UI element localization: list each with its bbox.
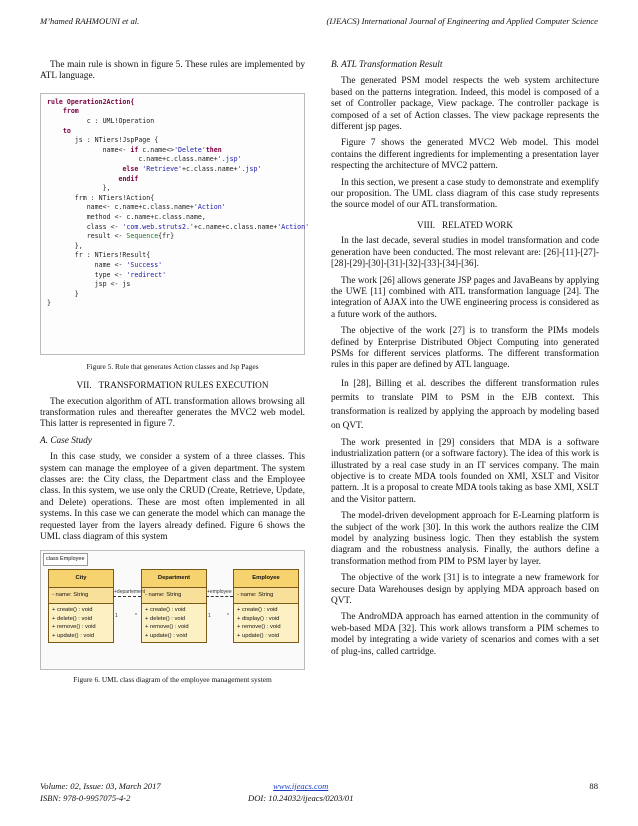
paragraph: The work presented in [29] considers that MDA is a software industrialization pattern (or a software factory). The idea of this work is illustrated by a real case study in an IT services company. The main objective is to create MDA tools founded on XMI, XSLT and Visitor pattern. .It is a proposal to create MDA tools taking as base XMI, XSLT and the Visitor pattern.	[331, 437, 599, 505]
code-line: else 'Retrieve'+c.class.name+'.jsp'	[122, 164, 262, 173]
class-operation: + create() : void	[237, 607, 278, 614]
association-role-departement: +departement	[114, 588, 145, 595]
code-line: name <- 'Success'	[94, 260, 163, 269]
class-operation: + create() : void	[52, 607, 93, 614]
code-line: fr : NTiers!Result{	[74, 251, 151, 260]
class-operations	[49, 604, 113, 642]
uml-class-city	[48, 569, 114, 643]
paragraph: The objective of the work [27] is to transform the PIMs models defined by Enterprise Distributed Object Computing into generated PSMs for different services platforms. The different transformation rules in this paper are defined by ATL language.	[331, 326, 599, 371]
journal-url-link[interactable]: www.ijeacs.com	[273, 781, 329, 791]
class-operations	[234, 604, 298, 642]
section8-heading: VIII. RELATED WORK	[416, 219, 514, 230]
subsection-b-heading: B. ATL Transformation Result	[331, 60, 443, 70]
subsection-a-heading: A. Case Study	[40, 435, 92, 446]
code-line: jsp <- js	[94, 280, 131, 289]
code-line: class <- 'com.web.struts2.'+c.name+c.class.name+'Action'	[86, 222, 310, 231]
uml-class-department	[141, 569, 207, 643]
code-line: c.name+c.class.name+'.jsp'	[138, 155, 242, 164]
code-line: },	[74, 241, 83, 250]
class-operations	[142, 604, 206, 642]
class-operation: + create() : void	[145, 607, 186, 614]
uml-package-tag: class Employee	[43, 553, 88, 566]
code-line: }	[47, 299, 51, 308]
class-attribute: - name: String	[234, 588, 298, 604]
code-line: c : UML!Operation	[86, 117, 155, 125]
paragraph: The AndroMDA approach has earned attention in the community of web-based MDA [32]. This work allows transform a PIM schemes to model by integrating a wide variety of scenarios and comes with a set of plug-ins, called cartridge.	[331, 612, 599, 657]
class-attribute: - name: String	[49, 588, 113, 604]
class-operation: + delete() : void	[145, 615, 186, 622]
case-study-paragraph: In this case study, we consider a system of a three classes. This system can manage the employee of a given department. The system classes are: the City class, the Department class and the Employee class. In this system, we use only the CRUD (Create, Retrieve, Update, and Delete) operations. These are most often implemented in all systems. In this case we can generate the model which can manage the requested layer from the layers already defined. Figure 6 shows the UML class diagram of this system	[40, 452, 305, 543]
class-name: Department	[142, 570, 206, 588]
section7-paragraph: The execution algorithm of ATL transformation allows browsing all transformation rules and thereafter generates the MVC2 web model. This latter is represented in figure 7.	[40, 396, 305, 430]
footer-doi: DOI: 10.24032/ijeacs/0203/01	[248, 793, 354, 803]
code-line: name<- if c.name<>'Delete'then	[102, 145, 222, 154]
class-operation: + remove() : void	[52, 624, 96, 631]
multiplicity-label: *	[227, 612, 229, 619]
left-column	[40, 60, 310, 693]
paragraph: The objective of the work [31] is to integrate a new framework for secure Data Warehouses design by applying MDA approach based on QVT.	[331, 573, 599, 607]
class-operation: + update() : void	[145, 632, 188, 639]
footer-volume: Volume: 02, Issue: 03, March 2017	[40, 781, 161, 791]
class-operation: + update() : void	[237, 632, 280, 639]
class-name: City	[49, 570, 113, 588]
section7-heading: VII. TRANSFORMATION RULES EXECUTION	[76, 380, 269, 391]
paragraph: In the last decade, several studies in model transformation and code generation have been conducted. The most relevant are: [26]-[11]-[27]-[28]-[29]-[30]-[31]-[32]-[33]-[34]-[36].	[331, 236, 599, 270]
figure5-caption: Figure 5. Rule that generates Action classes and Jsp Pages	[86, 361, 259, 371]
code-line: endif	[118, 174, 139, 183]
footer-isbn: ISBN: 978-0-9957075-4-2	[40, 793, 131, 803]
code-line: from	[62, 107, 79, 116]
code-line: name<- c.name+c.class.name+'Action'	[86, 203, 226, 212]
paragraph: In [28], Billing et al. describes the different transformation rules permits to translate PIM to PSM in the EJB context. This transformation is realized by applying the approach by modeling based on QVT.	[331, 378, 599, 431]
multiplicity-label: *	[135, 612, 137, 619]
code-line: }	[74, 289, 79, 298]
figure6-caption: Figure 6. UML class diagram of the employee management system	[73, 674, 272, 684]
paragraph: Figure 7 shows the generated MVC2 Web model. This model contains the different ingredients for implementing a presentation layer respecting the architecture of MVC2 pattern.	[331, 138, 599, 172]
paragraph: In this section, we present a case study to demonstrate and exemplify our proposition. The UML class diagram of this case study represents the source model of our ATL transformation.	[331, 177, 599, 211]
intro-paragraph: The main rule is shown in figure 5. These rules are implemented by ATL language.	[40, 60, 305, 82]
multiplicity-label: 1	[115, 612, 118, 619]
page-number: 88	[589, 781, 598, 791]
code-line: to	[62, 126, 71, 135]
class-operation: + delete() : void	[52, 615, 93, 622]
multiplicity-label: 1	[208, 612, 211, 619]
footer-center	[248, 780, 354, 804]
paragraph: The model-driven development approach for E-Learning platform is the subject of the work [30]. In this work the authors realize the CIM model by analyzing business logic. Then they establish the system diagram and the robustness analysis. Finally, the authors define a transformation method from PIM to PSM layer by layer.	[331, 511, 599, 567]
class-operation: + update() : void	[52, 632, 95, 639]
running-header-authors: M’hamed RAHMOUNI et al.	[40, 16, 140, 26]
code-line: result <- Sequence{fr}	[86, 232, 175, 241]
class-operation: + display() : void	[237, 615, 280, 622]
paragraph: The work [26] allows generate JSP pages and JavaBeans by applying the UWE [11] combined with ATL transformation language [24]. The integration of AJAX into the UWE engineering process is considered as a future work of the authors.	[331, 275, 599, 320]
atl-code-figure	[40, 93, 310, 355]
code-line: },	[102, 184, 111, 193]
right-column	[331, 60, 599, 663]
running-header-journal: (IJEACS) International Journal of Engineering and Applied Computer Science	[326, 16, 598, 26]
class-name: Employee	[234, 570, 298, 588]
paragraph: The generated PSM model respects the web system architecture based on the patterns integration. Indeed, this model is composed of a set of Controller package, View package. The controller package is composed of a set of Action classes. The view package represents the different jsp pages.	[331, 76, 599, 133]
class-attribute: - name: String	[142, 588, 206, 604]
uml-class-employee	[233, 569, 299, 643]
code-line: js : NTiers!JspPage {	[74, 136, 159, 145]
footer-left	[40, 780, 161, 804]
class-operation: + remove() : void	[145, 624, 189, 631]
class-operation: + remove() : void	[237, 624, 281, 631]
code-line: frm : NTiers!Action{	[74, 193, 155, 202]
code-line: type <- 'redirect'	[94, 270, 167, 279]
code-line: rule Operation2Action{	[47, 97, 135, 106]
code-line: method <- c.name+c.class.name,	[86, 212, 206, 221]
uml-class-diagram	[40, 550, 305, 670]
association-role-employee: +employee	[207, 588, 232, 595]
